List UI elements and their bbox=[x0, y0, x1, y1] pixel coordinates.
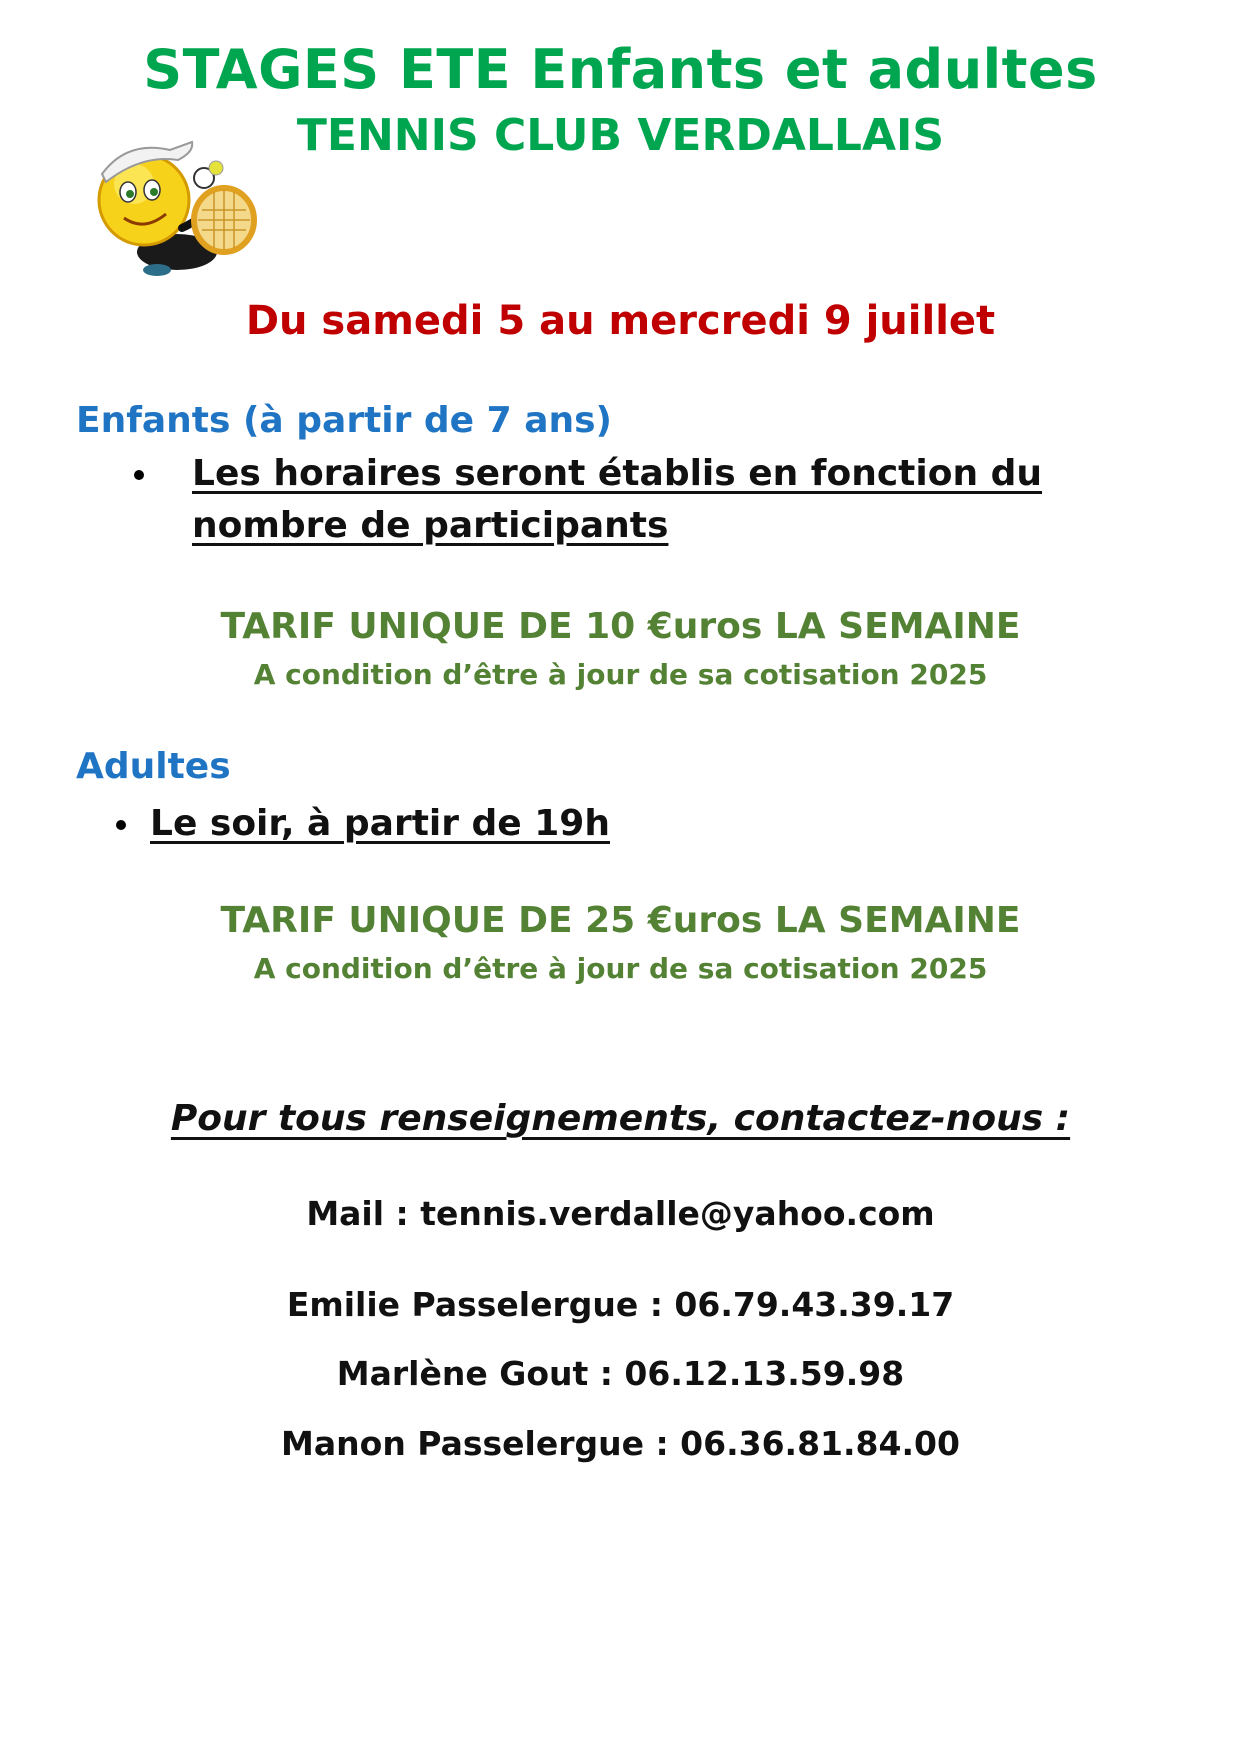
kids-bullet-line1: Les horaires seront établis en fonction du bbox=[192, 453, 1043, 494]
club-name: TENNIS CLUB VERDALLAIS bbox=[296, 110, 945, 161]
adults-heading: Adultes bbox=[76, 746, 231, 787]
adults-bullet-text: Le soir, à partir de 19h bbox=[150, 803, 610, 844]
adults-tarif-note: A condition d’être à jour de sa cotisation 2025 bbox=[253, 952, 988, 985]
kids-bullet-line2: nombre de participants bbox=[192, 505, 669, 546]
kids-tarif: TARIF UNIQUE DE 10 €uros LA SEMAINE bbox=[220, 606, 1021, 647]
contact-phone-marlene: Marlène Gout : 06.12.13.59.98 bbox=[336, 1354, 905, 1393]
kids-tarif-note: A condition d’être à jour de sa cotisation 2025 bbox=[253, 658, 988, 691]
contact-phone-emilie: Emilie Passelergue : 06.79.43.39.17 bbox=[286, 1285, 955, 1324]
contact-mail: Mail : tennis.verdalle@yahoo.com bbox=[306, 1194, 935, 1233]
stage-dates: Du samedi 5 au mercredi 9 juillet bbox=[245, 298, 996, 344]
smiley-tennis-player-icon bbox=[82, 132, 272, 282]
adults-tarif: TARIF UNIQUE DE 25 €uros LA SEMAINE bbox=[220, 900, 1021, 941]
contact-title: Pour tous renseignements, contactez-nous : bbox=[170, 1098, 1071, 1139]
kids-bullet bbox=[134, 448, 1042, 552]
kids-heading: Enfants (à partir de 7 ans) bbox=[76, 400, 613, 441]
bullet-icon bbox=[134, 470, 144, 480]
adults-bullet bbox=[116, 798, 610, 850]
contact-phone-manon: Manon Passelergue : 06.36.81.84.00 bbox=[281, 1424, 960, 1463]
bullet-icon bbox=[116, 820, 126, 830]
page-title: STAGES ETE Enfants et adultes bbox=[143, 38, 1098, 101]
kids-bullet-text bbox=[192, 448, 1042, 552]
